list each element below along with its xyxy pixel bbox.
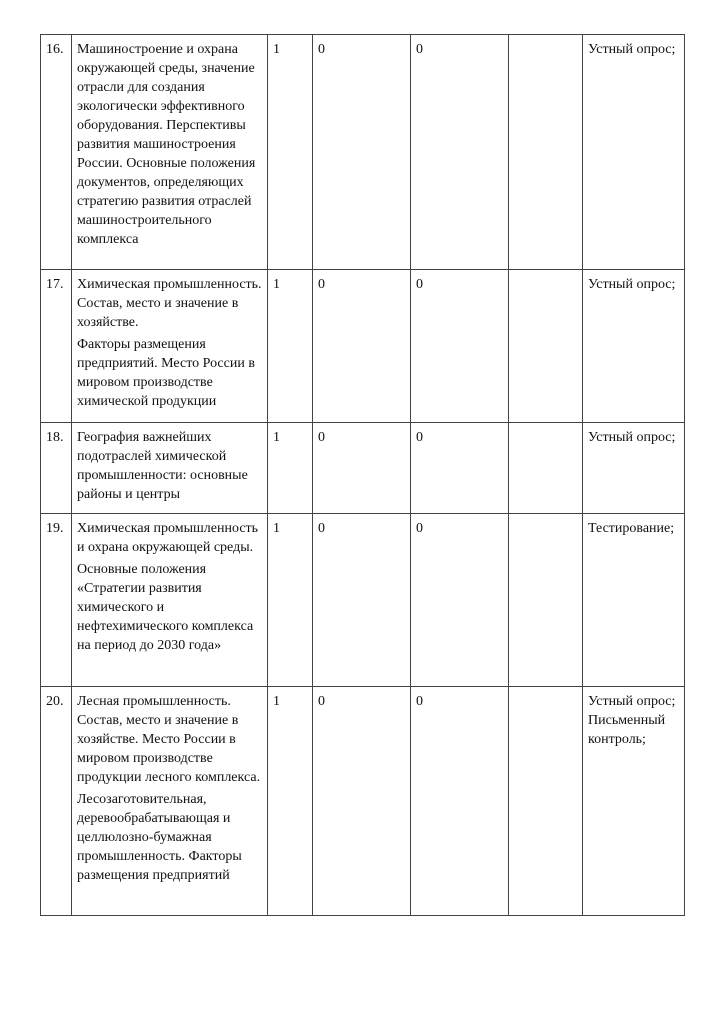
date-cell [509, 687, 583, 916]
control-form [583, 423, 685, 514]
topic-paragraph: Лесная промышленность. Состав, место и значение в хозяйстве. Место России в мировом производстве продукции лесного комплекса. [77, 694, 261, 785]
lesson-plan-table [40, 34, 685, 916]
lesson-topic [72, 270, 268, 423]
control-form [583, 35, 685, 270]
topic-paragraph: Машиностроение и охрана окружающей среды, значение отрасли для создания экологически эффективного оборудования. Перспективы развития машиностроения России. Основные положения документов, определяющих стратегию развития отраслей машиностроительного комплекса [77, 42, 256, 247]
topic-paragraph: Химическая промышленность. Состав, место и значение в хозяйстве. [77, 277, 262, 330]
topic-paragraph: Лесозаготовительная, деревообрабатывающая и целлюлозно-бумажная промышленность. Факторы размещения предприятий [77, 792, 242, 883]
hours-total: 1 [268, 514, 313, 687]
control-form-item: Устный опрос; [588, 694, 676, 709]
lesson-number: 19. [41, 514, 72, 687]
lesson-topic [72, 423, 268, 514]
date-cell [509, 514, 583, 687]
lesson-topic [72, 687, 268, 916]
lesson-number: 16. [41, 35, 72, 270]
control-form-item: Устный опрос; [588, 277, 676, 292]
date-cell [509, 35, 583, 270]
table-row [41, 270, 685, 423]
hours-total: 1 [268, 35, 313, 270]
hours-control: 0 [313, 687, 411, 916]
hours-total: 1 [268, 423, 313, 514]
hours-practice: 0 [411, 423, 509, 514]
hours-practice: 0 [411, 35, 509, 270]
lesson-number: 18. [41, 423, 72, 514]
hours-control: 0 [313, 270, 411, 423]
lesson-topic [72, 35, 268, 270]
control-form-item: Устный опрос; [588, 42, 676, 57]
hours-practice: 0 [411, 687, 509, 916]
lesson-number: 20. [41, 687, 72, 916]
topic-paragraph: Основные положения «Стратегии развития химического и нефтехимического комплекса на период до 2030 года» [77, 562, 254, 653]
hours-control: 0 [313, 514, 411, 687]
table-row [41, 514, 685, 687]
control-form [583, 514, 685, 687]
date-cell [509, 423, 583, 514]
hours-total: 1 [268, 270, 313, 423]
table-row [41, 687, 685, 916]
topic-paragraph: Факторы размещения предприятий. Место России в мировом производстве химической продукции [77, 337, 255, 409]
topic-paragraph: Химическая промышленность и охрана окружающей среды. [77, 521, 259, 555]
hours-control: 0 [313, 423, 411, 514]
date-cell [509, 270, 583, 423]
control-form-item: Письменный контроль; [588, 713, 666, 747]
control-form-item: Устный опрос; [588, 430, 676, 445]
hours-practice: 0 [411, 270, 509, 423]
table-row [41, 423, 685, 514]
hours-control: 0 [313, 35, 411, 270]
control-form [583, 687, 685, 916]
lesson-number: 17. [41, 270, 72, 423]
control-form [583, 270, 685, 423]
hours-practice: 0 [411, 514, 509, 687]
hours-total: 1 [268, 687, 313, 916]
topic-paragraph: География важнейших подотраслей химической промышленности: основные районы и центры [77, 430, 248, 502]
control-form-item: Тестирование; [588, 521, 675, 536]
table-row [41, 35, 685, 270]
lesson-topic [72, 514, 268, 687]
